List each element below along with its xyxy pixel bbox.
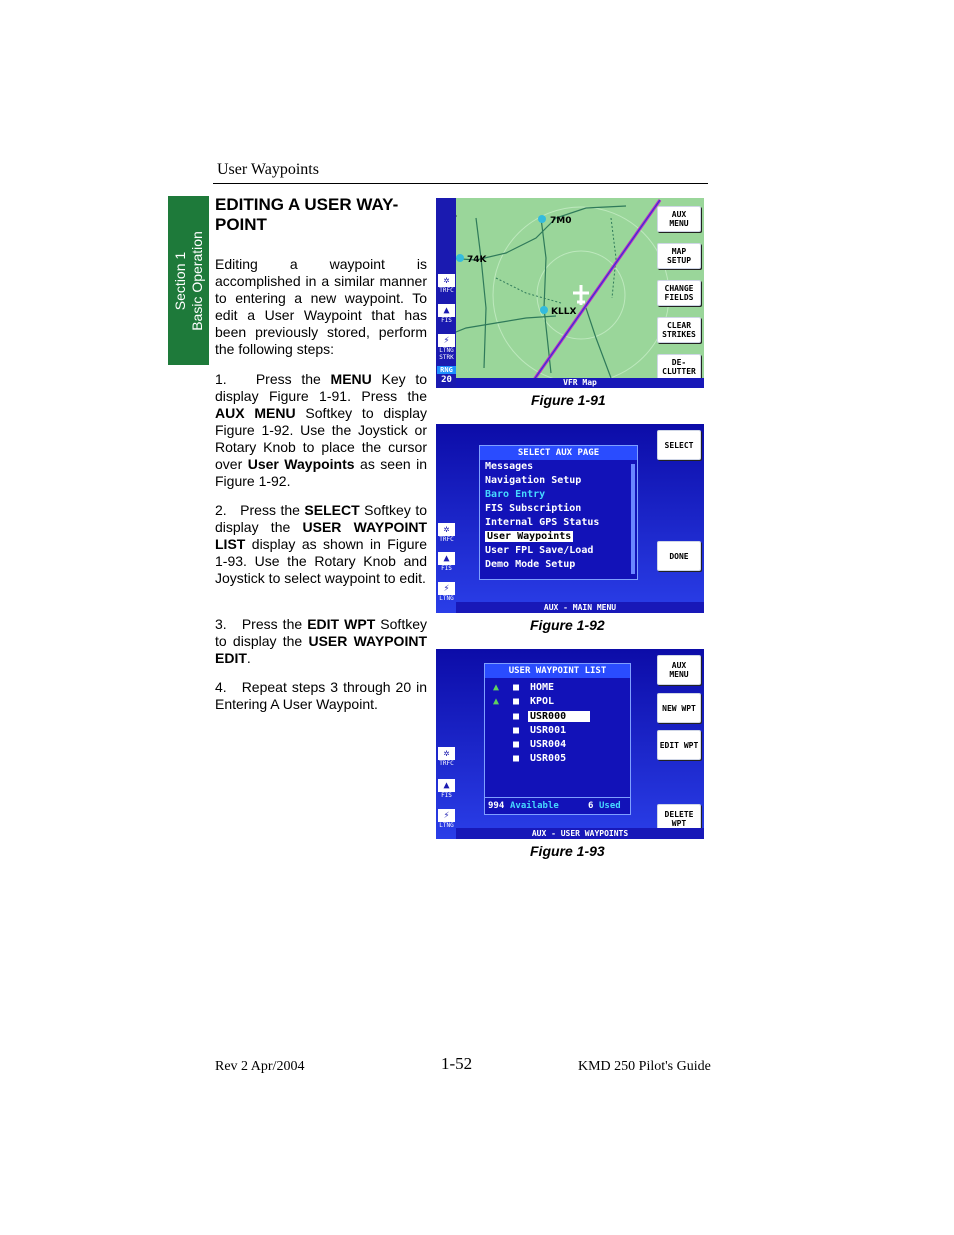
range-label: RNG	[437, 366, 456, 374]
figure-1-91-screen	[436, 198, 704, 388]
footer-page-number: 1-52	[441, 1054, 473, 1073]
step-3	[215, 616, 427, 667]
available-label: Available	[510, 801, 559, 811]
waypoint-cursor-highlight: USR000	[528, 711, 590, 722]
f93-traffic-item[interactable]: ✲ TRFC	[439, 748, 454, 767]
map-setup-softkey[interactable]: MAP SETUP	[657, 243, 701, 269]
clear-strikes-softkey[interactable]: CLEAR STRIKES	[657, 317, 701, 343]
fis-icon: ▲	[438, 779, 455, 792]
footer-revision: Rev 2 Apr/2004	[215, 1059, 305, 1074]
figure-1-93-caption: Figure 1-93	[530, 843, 605, 859]
bullet-icon: ■	[513, 724, 520, 736]
waypoint-name: USR005	[530, 753, 567, 765]
list-summary	[485, 797, 630, 814]
waypoint-row-usr005[interactable]	[485, 753, 630, 767]
menu-item-internal-gps-status[interactable]: Internal GPS Status	[485, 517, 600, 528]
f92-fis-item[interactable]: ▲ FIS	[437, 552, 456, 572]
f93-lightning-item[interactable]: ⚡ LTNG	[439, 810, 454, 829]
bullet-icon: ■	[513, 739, 520, 751]
section-tab-line2: Basic Operation	[188, 230, 205, 331]
select-aux-page-menu	[479, 445, 638, 580]
menu-item-user-waypoints[interactable]	[480, 530, 637, 544]
step-2-text-e: display as shown in Figure 1-93. Use the Rotary Knob and Joystick to select waypoint to edit.	[215, 536, 427, 586]
airport-7m0-label: 7M0	[550, 216, 572, 226]
waypoint-name: HOME	[530, 682, 555, 693]
waypoint-row-usr000[interactable]	[485, 711, 630, 725]
airport-7m0-icon	[538, 215, 546, 223]
menu-cursor-highlight: User Waypoints	[487, 531, 572, 542]
step-1-text-c: Key to display Figure 1-91. Press the	[215, 371, 427, 404]
fis-icon: ▲	[438, 552, 455, 565]
waypoint-name: USR004	[530, 739, 567, 751]
fis-icon: ▲	[438, 304, 455, 317]
step-3-text-e: .	[246, 650, 251, 666]
step-1-text-a: Press the	[255, 371, 331, 387]
waypoint-row-usr004[interactable]	[485, 739, 630, 753]
heading-line1: EDITING A USER WAY-	[215, 195, 399, 214]
traffic-icon: ✲	[438, 747, 455, 760]
section-heading	[215, 195, 427, 235]
waypoint-row-usr001[interactable]	[485, 725, 630, 739]
step-3-text-c: Softkey to display the	[215, 616, 427, 649]
menu-title: SELECT AUX PAGE	[480, 446, 637, 460]
heading-line2: POINT	[215, 215, 267, 234]
available-count: 994	[488, 801, 505, 811]
airport-74k-label: 74K	[467, 255, 487, 265]
figure-1-93-screen	[436, 649, 704, 839]
section-tab	[168, 196, 209, 365]
step-1-text-e: Softkey to display Figure 1-92. Use the Joystick or Rotary Knob to place the cursor over	[215, 405, 427, 472]
step-1-num: 1.	[215, 371, 227, 387]
step-1-key-user-waypoints: User Waypoints	[247, 456, 355, 472]
airport-kllx-icon	[540, 306, 548, 314]
running-header: User Waypoints	[217, 161, 319, 178]
f92-lightning-item[interactable]: ⚡ LTNG	[439, 583, 454, 602]
f91-page-label: VFR Map	[456, 378, 704, 388]
figure-1-91-caption: Figure 1-91	[531, 392, 606, 408]
step-1-key-menu: MENU	[330, 371, 372, 387]
used-label: Used	[599, 801, 621, 811]
user-waypoint-list	[484, 663, 631, 815]
step-2-key-list: USER WAYPOINT LIST	[215, 519, 428, 552]
step-3-key-edit-wpt: EDIT WPT	[307, 616, 376, 632]
step-2-text-a: Press the	[240, 502, 305, 518]
f93-fis-item[interactable]: ▲ FIS	[437, 779, 456, 799]
figure-1-92-caption: Figure 1-92	[530, 617, 605, 633]
intro-paragraph: Editing a waypoint is accomplished in a similar manner to entering a new waypoint. To edit a User Waypoint that has been previously stored, perform the following steps:	[215, 256, 427, 357]
bullet-icon: ■	[513, 696, 520, 708]
select-softkey[interactable]: SELECT	[657, 430, 701, 460]
change-fields-softkey[interactable]: CHANGE FIELDS	[657, 280, 701, 306]
aux-menu-softkey[interactable]: AUX MENU	[657, 655, 701, 685]
step-2	[215, 502, 427, 587]
header-rule	[213, 183, 708, 184]
step-2-num: 2.	[215, 502, 227, 518]
airport-74k-icon	[456, 254, 464, 262]
airport-icon: ▲	[493, 696, 500, 708]
section-tab-line1: Section 1	[171, 251, 188, 310]
step-1	[215, 371, 427, 490]
done-softkey[interactable]: DONE	[657, 541, 701, 571]
f91-fis-item[interactable]: ▲ FIS	[437, 304, 456, 324]
step-1-key-aux-menu: AUX MENU	[215, 405, 296, 421]
step-4-text-a: Repeat steps 3 through 20 in Entering A User Waypoint.	[215, 679, 428, 712]
used-count: 6	[588, 801, 594, 811]
f91-lightning-item[interactable]: ⚡ LTNG STRK	[439, 335, 454, 361]
waypoint-name: USR001	[530, 724, 567, 736]
traffic-icon: ✲	[438, 274, 455, 287]
lightning-icon: ⚡	[438, 334, 455, 347]
footer-guide-title: KMD 250 Pilot's Guide	[578, 1059, 711, 1074]
waypoint-row-kpol[interactable]	[485, 696, 630, 710]
step-3-text-a: Press the	[241, 616, 308, 632]
step-2-key-select: SELECT	[304, 502, 360, 518]
delete-wpt-softkey[interactable]: DELETE WPT	[657, 804, 701, 834]
waypoint-name: KPOL	[530, 696, 555, 708]
range-value: 20	[441, 375, 452, 385]
menu-item-baro-entry[interactable]: Baro Entry	[485, 489, 546, 500]
step-3-num: 3.	[215, 616, 227, 632]
f93-page-label: AUX - USER WAYPOINTS	[456, 828, 704, 839]
menu-item-user-fpl-save-load[interactable]: User FPL Save/Load	[485, 545, 594, 556]
menu-item-messages[interactable]: Messages	[485, 461, 534, 472]
menu-scrollbar[interactable]	[631, 464, 635, 574]
traffic-icon: ✲	[438, 523, 455, 536]
figure-1-92-screen	[436, 424, 704, 613]
menu-item-navigation-setup[interactable]: Navigation Setup	[485, 475, 582, 486]
bullet-icon: ■	[513, 682, 520, 693]
menu-item-demo-mode-setup[interactable]: Demo Mode Setup	[485, 559, 576, 570]
f91-traffic-item[interactable]: ✲ TRFC	[439, 275, 454, 294]
step-1-text-g: as seen in Figure 1-92.	[215, 456, 427, 489]
edit-wpt-softkey[interactable]: EDIT WPT	[657, 730, 701, 760]
airport-kllx-label: KLLX	[551, 307, 577, 317]
step-4-num: 4.	[215, 679, 227, 695]
declutter-softkey[interactable]: DE- CLUTTER	[657, 354, 701, 380]
airport-icon: ▲	[493, 682, 500, 693]
bullet-icon: ■	[513, 753, 520, 765]
lightning-icon: ⚡	[438, 809, 455, 822]
menu-item-fis-subscription[interactable]: FIS Subscription	[485, 503, 582, 514]
new-wpt-softkey[interactable]: NEW WPT	[657, 693, 701, 723]
step-4	[215, 679, 427, 713]
lightning-icon: ⚡	[438, 582, 455, 595]
aux-menu-softkey[interactable]: AUX MENU	[657, 206, 701, 232]
step-2-text-c: Softkey to display the	[215, 502, 427, 535]
f92-page-label: AUX - MAIN MENU	[456, 602, 704, 613]
list-title: USER WAYPOINT LIST	[485, 664, 630, 678]
waypoint-row-home[interactable]	[485, 682, 630, 696]
bullet-icon: ■	[513, 710, 520, 722]
step-3-key-edit: USER WAYPOINT EDIT	[215, 633, 427, 666]
f92-traffic-item[interactable]: ✲ TRFC	[439, 524, 454, 543]
